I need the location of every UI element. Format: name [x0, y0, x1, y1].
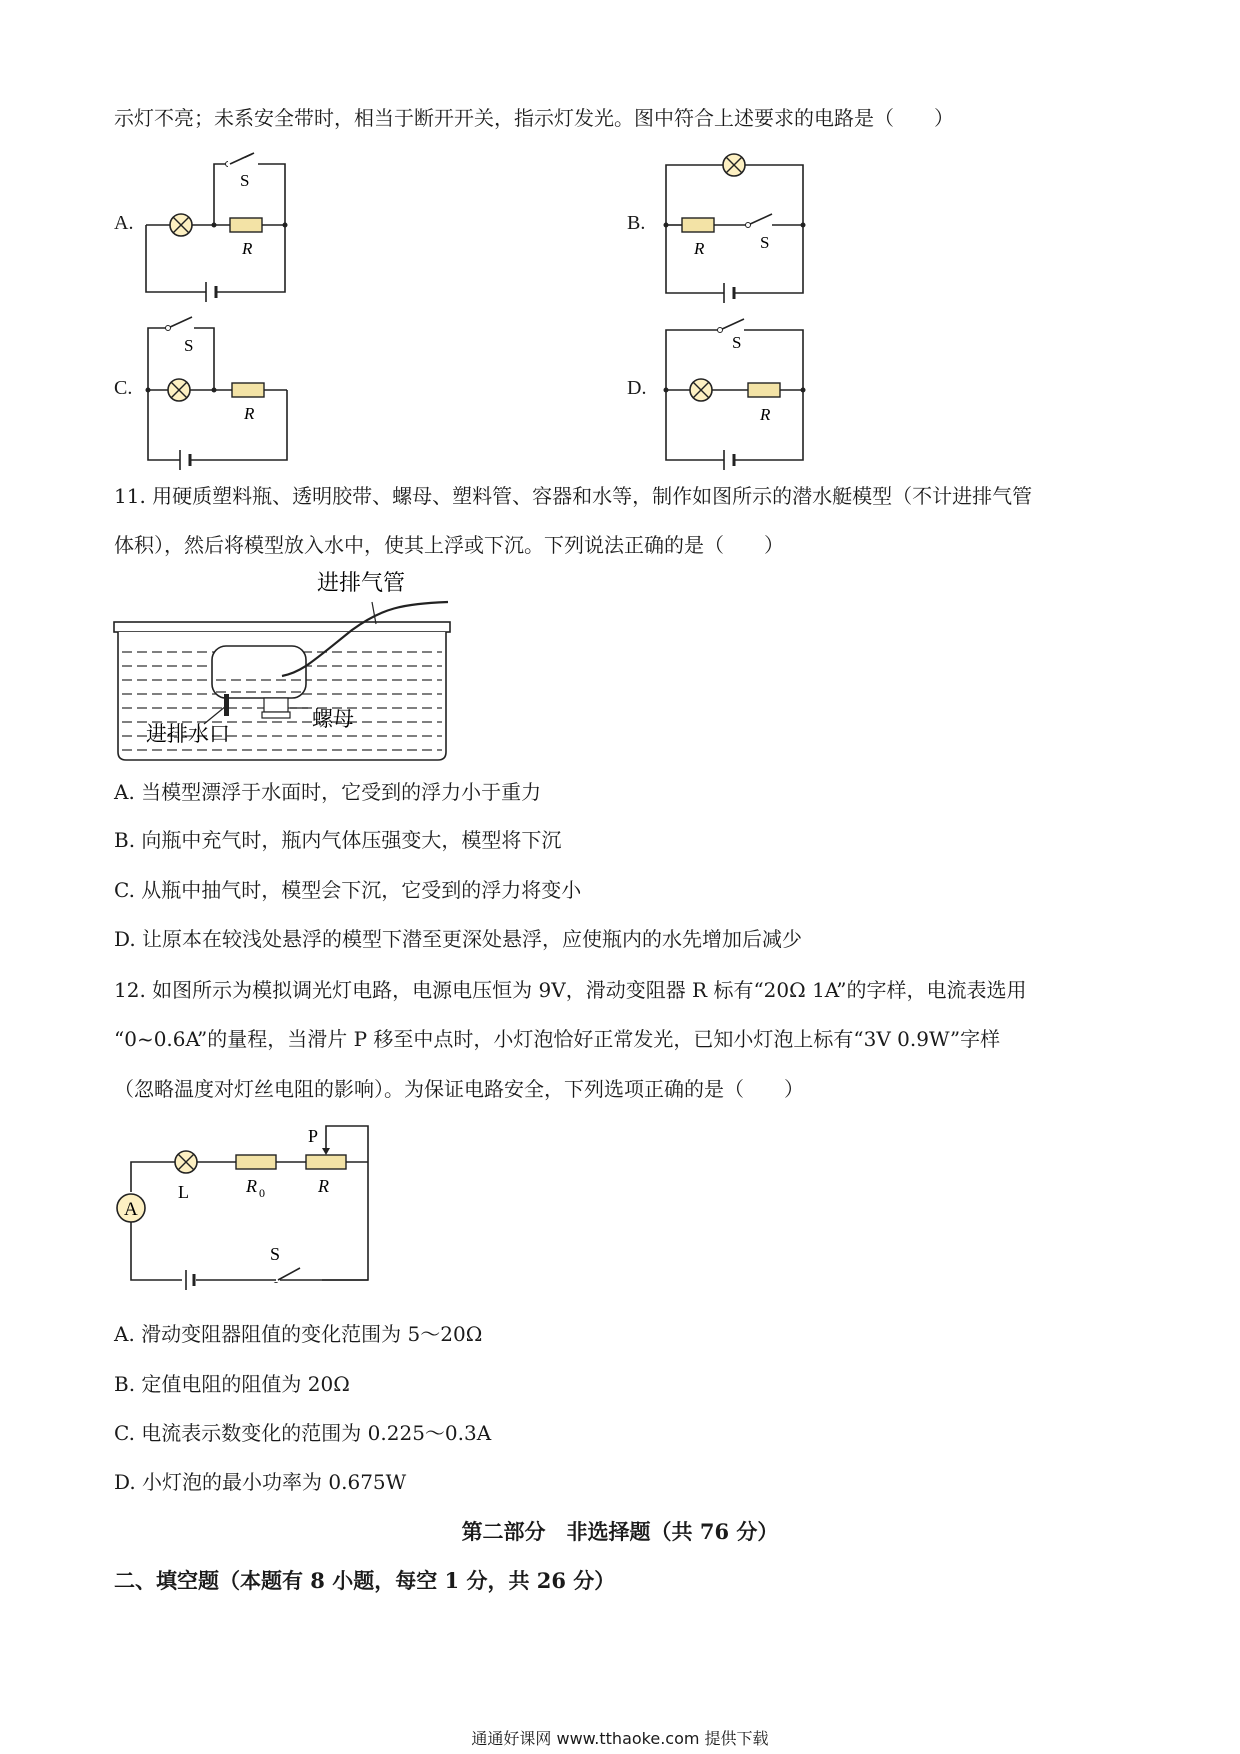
q12-r0-subscript: 0 — [259, 1186, 265, 1200]
q11-option-a: A. 当模型漂浮于水面时，它受到的浮力小于重力 — [114, 780, 542, 804]
q10-option-c-label: C. — [114, 377, 133, 399]
q11-option-c: C. 从瓶中抽气时，模型会下沉，它受到的浮力将变小 — [114, 878, 582, 902]
q10-b-switch-label: S — [760, 233, 770, 252]
q10-circuit-b — [660, 148, 810, 298]
footer: 通通好课网 www.tthaoke.com 提供下载 — [471, 1729, 769, 1748]
q12-option-c: C. 电流表示数变化的范围为 0.225～0.3A — [114, 1421, 492, 1445]
q10-option-b-label: B. — [627, 212, 646, 234]
q11-nut-label: 螺母 — [312, 707, 354, 731]
q11-option-b: B. 向瓶中充气时，瓶内气体压强变大，模型将下沉 — [114, 828, 562, 852]
q10-circuit-c — [142, 310, 302, 470]
q12-lamp-label: L — [178, 1182, 189, 1202]
q12-text-line2: “0~0.6A”的量程，当滑片 P 移至中点时，小灯泡恰好正常发光，已知小灯泡上标有“3V 0.9W”字样 — [114, 1027, 1001, 1051]
q11-text-line2: 体积），然后将模型放入水中，使其上浮或下沉。下列说法正确的是（ ） — [114, 533, 784, 557]
q10-d-resistor-label: R — [760, 405, 771, 424]
section-heading: 二、填空题（本题有 8 小题，每空 1 分，共 26 分） — [114, 1568, 616, 1593]
q12-option-a: A. 滑动变阻器阻值的变化范围为 5～20Ω — [114, 1322, 483, 1346]
q10-d-switch-label: S — [732, 333, 742, 352]
q12-slider-label: P — [308, 1126, 319, 1146]
q12-ammeter-label: A — [124, 1199, 138, 1220]
q11-option-d: D. 让原本在较浅处悬浮的模型下潜至更深处悬浮，应使瓶内的水先增加后减少 — [114, 927, 803, 951]
q12-circuit-figure — [112, 1120, 382, 1290]
q12-option-d: D. 小灯泡的最小功率为 0.675W — [114, 1470, 407, 1494]
q12-r0-label: R — [246, 1176, 257, 1196]
q10-a-switch-label: S — [240, 171, 250, 190]
part2-title: 第二部分 非选择题（共 76 分） — [461, 1519, 779, 1544]
q10-option-d-label: D. — [627, 377, 647, 399]
q11-inlet-label: 进排水口 — [146, 722, 230, 746]
q12-text-line1: 12. 如图所示为模拟调光灯电路，电源电压恒为 9V，滑动变阻器 R 标有“20Ω 1A”的字样，电流表选用 — [114, 978, 1027, 1002]
q10-option-a-label: A. — [114, 212, 134, 234]
q12-option-b: B. 定值电阻的阻值为 20Ω — [114, 1372, 350, 1396]
q10-text: 示灯不亮；未系安全带时，相当于断开开关，指示灯发光。图中符合上述要求的电路是（ ） — [114, 106, 954, 130]
q11-tube-label: 进排气管 — [317, 570, 406, 595]
q11-text-line1: 11. 用硬质塑料瓶、透明胶带、螺母、塑料管、容器和水等，制作如图所示的潜水艇模型（不计进排气管 — [114, 484, 1033, 508]
q10-b-resistor-label: R — [694, 239, 705, 258]
q10-c-resistor-label: R — [244, 404, 255, 423]
q12-switch-label: S — [270, 1244, 281, 1264]
q12-text-line3: （忽略温度对灯丝电阻的影响）。为保证电路安全，下列选项正确的是（ ） — [114, 1077, 804, 1101]
q10-a-resistor-label: R — [242, 239, 253, 258]
q11-submarine-figure — [112, 568, 462, 764]
q10-circuit-a — [140, 150, 300, 300]
q10-circuit-d — [660, 312, 810, 472]
q10-c-switch-label: S — [184, 336, 194, 355]
q12-r-label: R — [318, 1176, 329, 1196]
